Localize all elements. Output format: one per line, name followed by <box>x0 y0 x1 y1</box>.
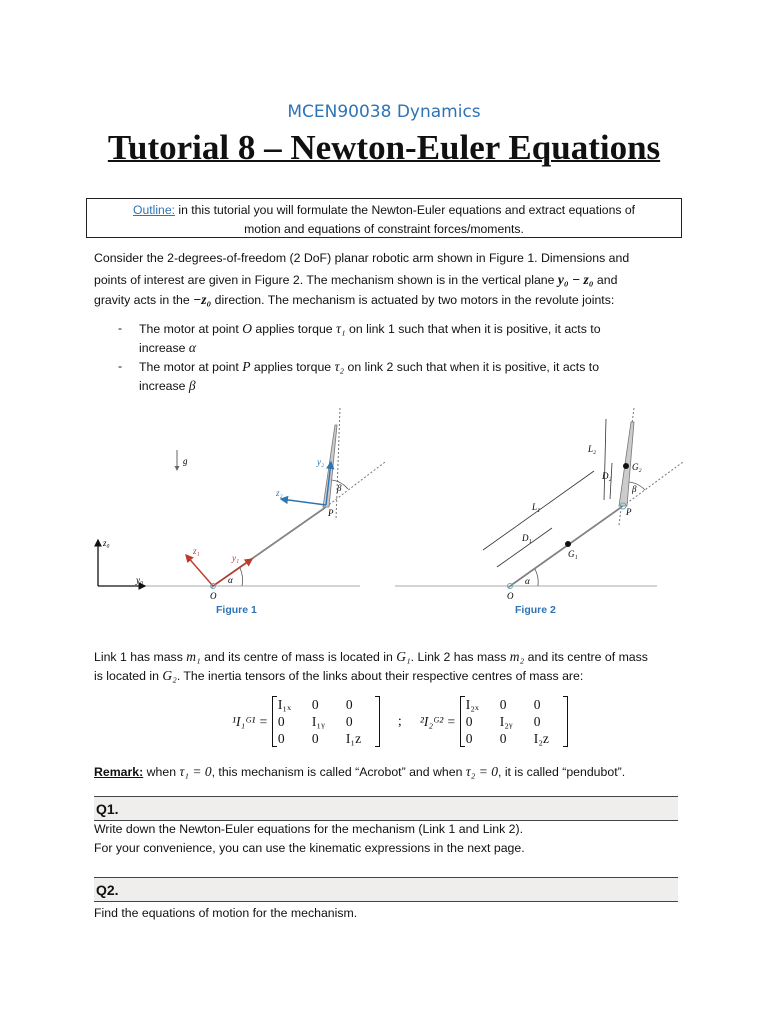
outline-text-2: motion and equations of constraint forces/moments. <box>244 222 524 236</box>
math: τ₂ <box>334 359 345 374</box>
label-z0: z₀ <box>103 538 110 548</box>
label-z1: z₁ <box>193 546 200 556</box>
label-P: P <box>328 508 334 518</box>
cell: 0 <box>499 731 507 746</box>
math: P <box>242 359 251 374</box>
math: m₂ <box>509 649 525 664</box>
text: on link 2 such that when it is positive, it acts to <box>344 360 600 374</box>
cell: 0 <box>277 714 285 729</box>
bullet-dash: - <box>118 321 123 335</box>
math: β <box>188 378 196 393</box>
z2-axis <box>281 499 326 505</box>
label-y2: y₂ <box>317 457 325 467</box>
label-G1: G₁ <box>568 549 578 559</box>
separator: ; <box>397 713 402 729</box>
cell: I₁ₓ <box>277 697 292 712</box>
mass-line <box>94 668 583 684</box>
text: and <box>593 273 618 287</box>
dim-D2 <box>610 463 612 499</box>
figure-1-caption: Figure 1 <box>216 604 257 616</box>
label-alpha: α <box>525 576 530 586</box>
figure-1 <box>98 408 385 601</box>
course-title: MCEN90038 Dynamics <box>287 102 481 122</box>
math: G₁ <box>396 649 411 664</box>
question-1-text: For your convenience, you can use the kinematic expressions in the next page. <box>94 841 525 855</box>
cell: 0 <box>345 714 353 729</box>
figure-2 <box>395 408 683 601</box>
label-D2: D₂ <box>602 471 612 481</box>
cell: 0 <box>345 697 353 712</box>
cell: I₂z <box>533 731 549 746</box>
math: G₂ <box>162 668 177 683</box>
question-2-text: Find the equations of motion for the mechanism. <box>94 906 358 920</box>
g2-marker <box>623 463 629 469</box>
math: y₀ − z₀ <box>557 272 594 287</box>
bullet-dash: - <box>118 359 123 373</box>
text: Link 1 has mass <box>94 650 187 664</box>
text: points of interest are given in Figure 2. The mechanism shown is in the vertical plane <box>94 273 558 287</box>
cell: I₁ᵧ <box>311 714 325 729</box>
text: and its centre of mass <box>524 650 648 664</box>
text: on link 1 such that when it is positive, it acts to <box>345 322 601 336</box>
text: increase <box>139 341 189 355</box>
label-O: O <box>507 591 514 601</box>
inertia-lhs-2: ²I₂ᴳ² = <box>419 713 456 729</box>
text: is located in <box>94 669 163 683</box>
text: and its centre of mass is located in <box>200 650 397 664</box>
dim-L2 <box>604 419 606 500</box>
z1-axis <box>186 555 213 586</box>
question-1-header: Q1. <box>94 796 678 821</box>
math: α <box>188 340 196 355</box>
text: The motor at point <box>139 322 243 336</box>
cell: 0 <box>277 731 285 746</box>
g1-marker <box>565 541 571 547</box>
label-g: g <box>183 456 188 466</box>
inertia-matrix-2 <box>460 696 568 747</box>
text: applies torque <box>250 360 335 374</box>
text: . Link 2 has mass <box>410 650 510 664</box>
label-L1: L₁ <box>532 502 541 512</box>
outline-text: in this tutorial you will formulate the Newton-Euler equations and extract equations of <box>175 203 635 217</box>
label-beta: β <box>337 483 342 493</box>
intro-line: Consider the 2-degrees-of-freedom (2 DoF) planar robotic arm shown in Figure 1. Dimensions and <box>94 251 630 265</box>
outline-label: Outline: <box>132 203 175 217</box>
cell: I₂ᵧ <box>499 714 513 729</box>
label-P: P <box>626 507 632 517</box>
cell: 0 <box>311 697 319 712</box>
text: applies torque <box>251 322 337 336</box>
page-title: Tutorial 8 – Newton-Euler Equations <box>107 128 661 167</box>
math: O <box>242 321 252 336</box>
remark <box>94 764 625 780</box>
text: . The inertia tensors of the links about their respective centres of mass are: <box>176 669 584 683</box>
cell: I₂ₓ <box>465 697 479 712</box>
cell: 0 <box>465 731 473 746</box>
math: −z₀ <box>193 292 212 307</box>
remark-label: Remark: <box>94 765 144 779</box>
text: , this mechanism is called “Acrobot” and when <box>211 765 466 779</box>
text: when <box>143 765 180 779</box>
label-O: O <box>210 591 217 601</box>
inertia-lhs-1: ¹I₁ᴳ¹ = <box>232 713 268 729</box>
figure-2-caption: Figure 2 <box>515 604 556 616</box>
label-y1: y₁ <box>232 553 240 563</box>
label-alpha: α <box>228 575 233 585</box>
text: increase <box>139 379 189 393</box>
cell: 0 <box>533 714 541 729</box>
inertia-equations <box>232 696 568 747</box>
question-2-header: Q2. <box>94 877 678 902</box>
question-1-text: Write down the Newton-Euler equations for the mechanism (Link 1 and Link 2). <box>94 822 524 836</box>
label-G2: G₂ <box>632 462 642 472</box>
label-y0: y₀ <box>136 575 144 585</box>
math: τ₂ = 0 <box>465 764 498 779</box>
math: τ₁ = 0 <box>179 764 212 779</box>
math: m₁ <box>186 649 201 664</box>
text: , it is called “pendubot”. <box>497 765 626 779</box>
text: The motor at point <box>139 360 243 374</box>
label-beta: β <box>632 484 637 494</box>
cell: 0 <box>465 714 473 729</box>
label-z2: z₂ <box>276 488 283 498</box>
cell: 0 <box>311 731 319 746</box>
label-L2: L₂ <box>588 444 597 454</box>
cell: I₁z <box>345 731 362 746</box>
cell: 0 <box>499 697 507 712</box>
label-D1: D₁ <box>522 533 532 543</box>
cell: 0 <box>533 697 541 712</box>
inertia-matrix-1 <box>272 696 380 747</box>
mass-line <box>94 649 648 665</box>
text: direction. The mechanism is actuated by two motors in the revolute joints: <box>211 293 615 307</box>
text: gravity acts in the <box>94 293 194 307</box>
math: τ₁ <box>336 321 346 336</box>
